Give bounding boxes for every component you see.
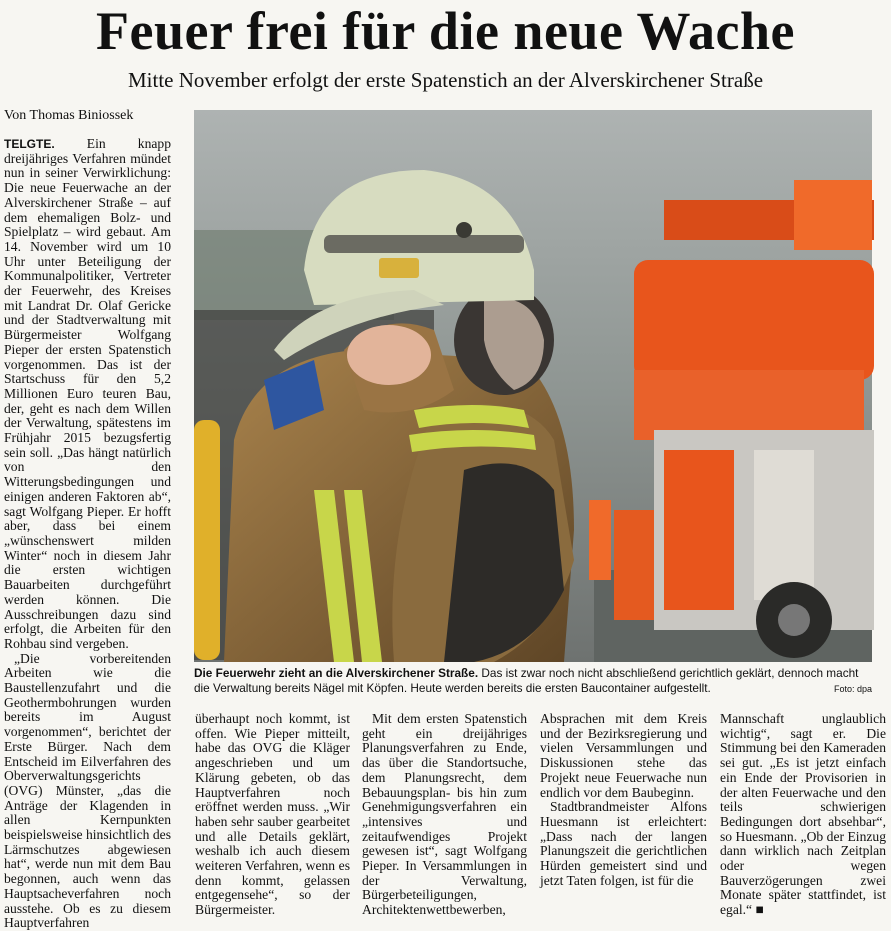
paragraph: überhaupt noch kommt, ist offen. Wie Pieper mitteilt, habe das OVG die Kläger angeschrieben und um Klärung gebeten, ob das Hauptverfahren noch eröffnet werden muss. „Wir haben sehr sauber gearbeitet und alle Details geklärt, weshalb ich auch diesem weiteren Verfahren, wenn es denn kommt, gelassen entgegensehe“, so der Bürgermeister. (195, 711, 350, 918)
article-column-2 (195, 711, 350, 918)
headline: Feuer frei für die neue Wache (96, 1, 795, 61)
article-column-1 (4, 136, 171, 931)
paragraph: Absprachen mit dem Kreis und der Bezirksregierung und vielen Versammlungen und Diskussionen stehe das Projekt neue Feuerwache nun endlich vor dem Baubeginn. (540, 711, 707, 800)
paragraph-text: Ein knapp dreijähriges Verfahren mündet nun in seiner Verwirklichung: Die neue Feuerwache an der Alverskirchener Straße – auf dem ehemaligen Bolz- und Spielplatz – wird gebaut. Am 14. November wird um 10 Uhr unter Beteiligung der Kommunalpolitiker, Vertreter der Feuerwehr, des Kreises mit Landrat Dr. Olaf Gericke und der Stadtverwaltung mit Bürgermeister Wolfgang Pieper der ersten Spatenstich vorgenommen. Das ist der Startschuss für den 5,2 Millionen Euro teuren Bau, der, geht es nach dem Willen der Verwaltung, spätestens im Frühjahr 2015 bezugsfertig sein soll. „Das hängt natürlich von den Witterungsbedingungen und einigen anderen Faktoren ab“, sagt Wolfgang Pieper. Er hofft aber, dass bei einem „wünschenswert milden Winter“ noch in diesem Jahr die ersten wichtigen Bauarbeiten durchgeführt werden können. Die Ausschreibungen dazu sind erfolgt, die Arbeiten für den Rohbau sind vergeben. (4, 136, 171, 651)
article-column-5 (720, 711, 886, 918)
subheadline: Mitte November erfolgt der erste Spatenstich an der Alverskirchener Straße (127, 68, 764, 92)
photo-caption (194, 666, 872, 696)
photo-credit: Foto: dpa (833, 684, 872, 694)
article-column-4 (540, 712, 707, 900)
byline: Von Thomas Biniossek (4, 108, 134, 123)
article-column-3 (362, 711, 527, 918)
paragraph: Mit dem ersten Spatenstich geht ein dreijähriges Planungsverfahren zu Ende, das über die Standortsuche, dem Planungsrecht, dem Bebauungsplan- bis hin zum Genehmigungsverfahren ein „intensives und zeitaufwendiges Projekt gewesen ist“, sagt Wolfgang Pieper. In Versammlungen in der Verwaltung, Bürgerbeteiligungen, Architektenwettbewerben, (362, 711, 527, 918)
paragraph: Stadtbrandmeister Alfons Huesmann ist erleichtert: „Dass nach der langen Planungszeit die gerichtlichen Hürden gemeistert sind und jetzt Taten folgen, ist für die (540, 799, 707, 888)
article-photo (194, 110, 872, 662)
paragraph (4, 137, 171, 652)
paragraph: Mannschaft unglaublich wichtig“, sagt er. Die Stimmung bei den Kameraden sei gut. „Es ist jetzt einfach ein Ende der Provisorien in der alten Feuerwache und den teils schwierigen Bedingungen dort absehbar“, so Huesmann. „Ob der Einzug dann wirklich nach Zeitplan oder wegen Bauverzögerungen zwei Monate später stattfindet, ist egal.“ ■ (720, 711, 886, 918)
caption-heading: Die Feuerwehr zieht an die Alverskirchener Straße. (194, 666, 479, 680)
paragraph: „Die vorbereitenden Arbeiten wie die Baustellenzufahrt und die Geothermbohrungen wurden bereits im August vorgenommen“, berichtet der Erste Bürger. Nach dem Entscheid im Eilverfahren des Oberverwaltungsgerichts (OVG) Münster, „das die Anträge der Klagenden in allen Kernpunkten beispielsweise hinsichtlich des Lärmschutzes abgewiesen hat“, werde nun mit dem Bau begonnen, auch wenn das Hauptsacheverfahren noch ausstehe. Ob es zu diesem Hauptverfahren (4, 650, 171, 931)
lead-location: TELGTE. (4, 137, 55, 151)
caption-text: Das ist zwar noch nicht abschließend gerichtlich geklärt, dennoch macht die Verwaltung bereits Nägel mit Köpfen. Heute werden bereits die ersten Baucontainer aufgestellt. (194, 666, 859, 695)
firefighter-photo-icon (194, 110, 872, 662)
